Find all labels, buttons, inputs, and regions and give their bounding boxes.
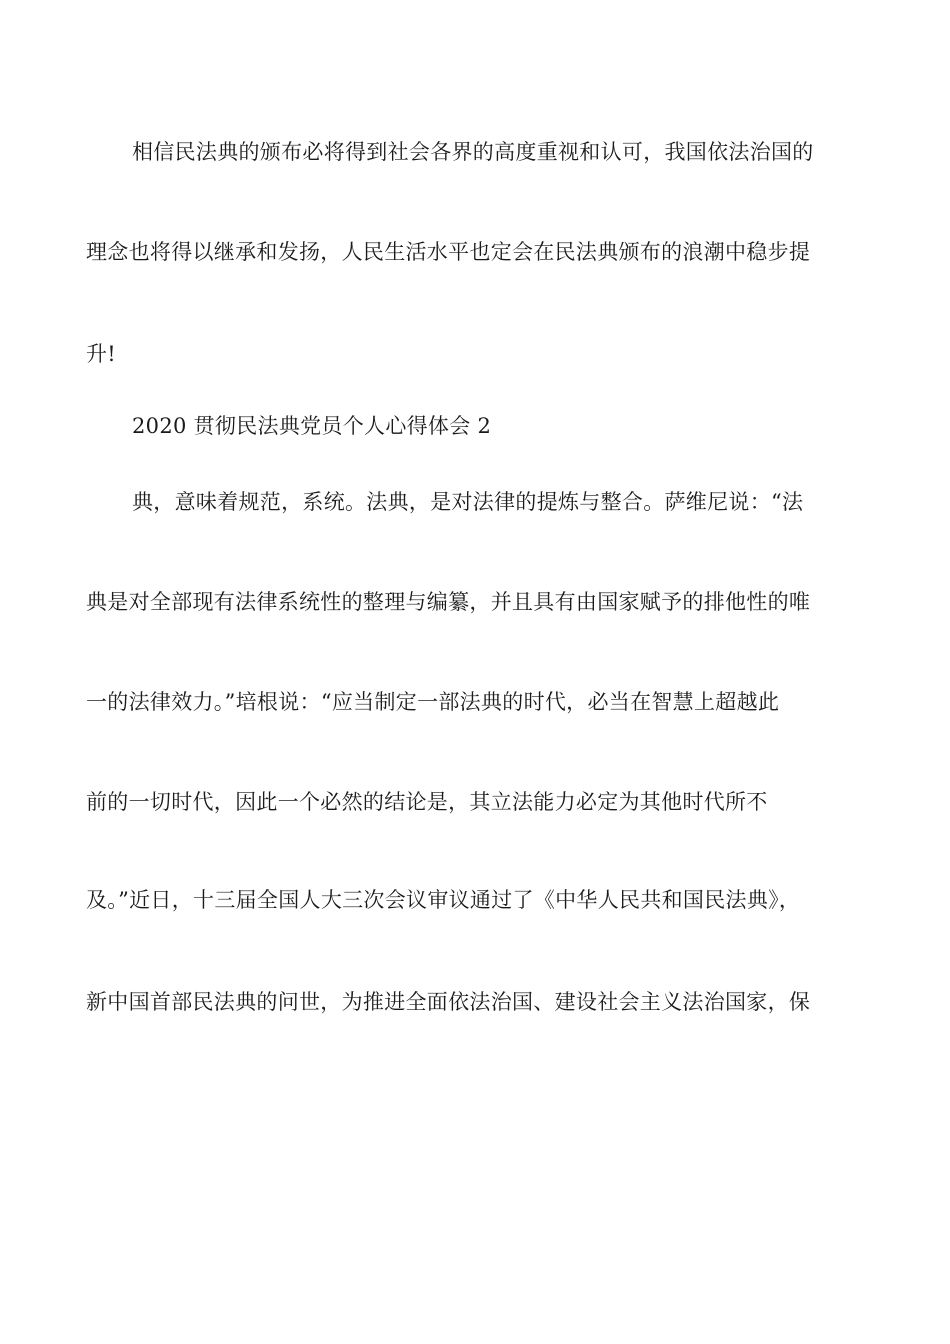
paragraph-1-line-1: 相信民法典的颁布必将得到社会各界的高度重视和认可，我国依法治国的 xyxy=(132,140,814,164)
paragraph-2-line-6: 新中国首部民法典的问世，为推进全面依法治国、建设社会主义法治国家，保 xyxy=(86,990,811,1014)
paragraph-2-line-1: 典，意味着规范，系统。法典，是对法律的提炼与整合。萨维尼说：“法 xyxy=(132,490,804,514)
paragraph-1-line-3: 升! xyxy=(86,342,117,366)
section-heading: 2020 贯彻民法典党员个人心得体会 2 xyxy=(132,414,492,438)
paragraph-2-line-5: 及。”近日，十三届全国人大三次会议审议通过了《中华人民共和国民法典》， xyxy=(86,888,801,912)
paragraph-2-line-3: 一的法律效力。”培根说：“应当制定一部法典的时代，必当在智慧上超越此 xyxy=(86,690,780,714)
paragraph-2-line-2: 典是对全部现有法律系统性的整理与编纂，并且具有由国家赋予的排他性的唯 xyxy=(86,590,811,614)
paragraph-2-line-4: 前的一切时代，因此一个必然的结论是，其立法能力必定为其他时代所不 xyxy=(86,790,768,814)
paragraph-1-line-2: 理念也将得以继承和发扬，人民生活水平也定会在民法典颁布的浪潮中稳步提 xyxy=(86,240,811,264)
